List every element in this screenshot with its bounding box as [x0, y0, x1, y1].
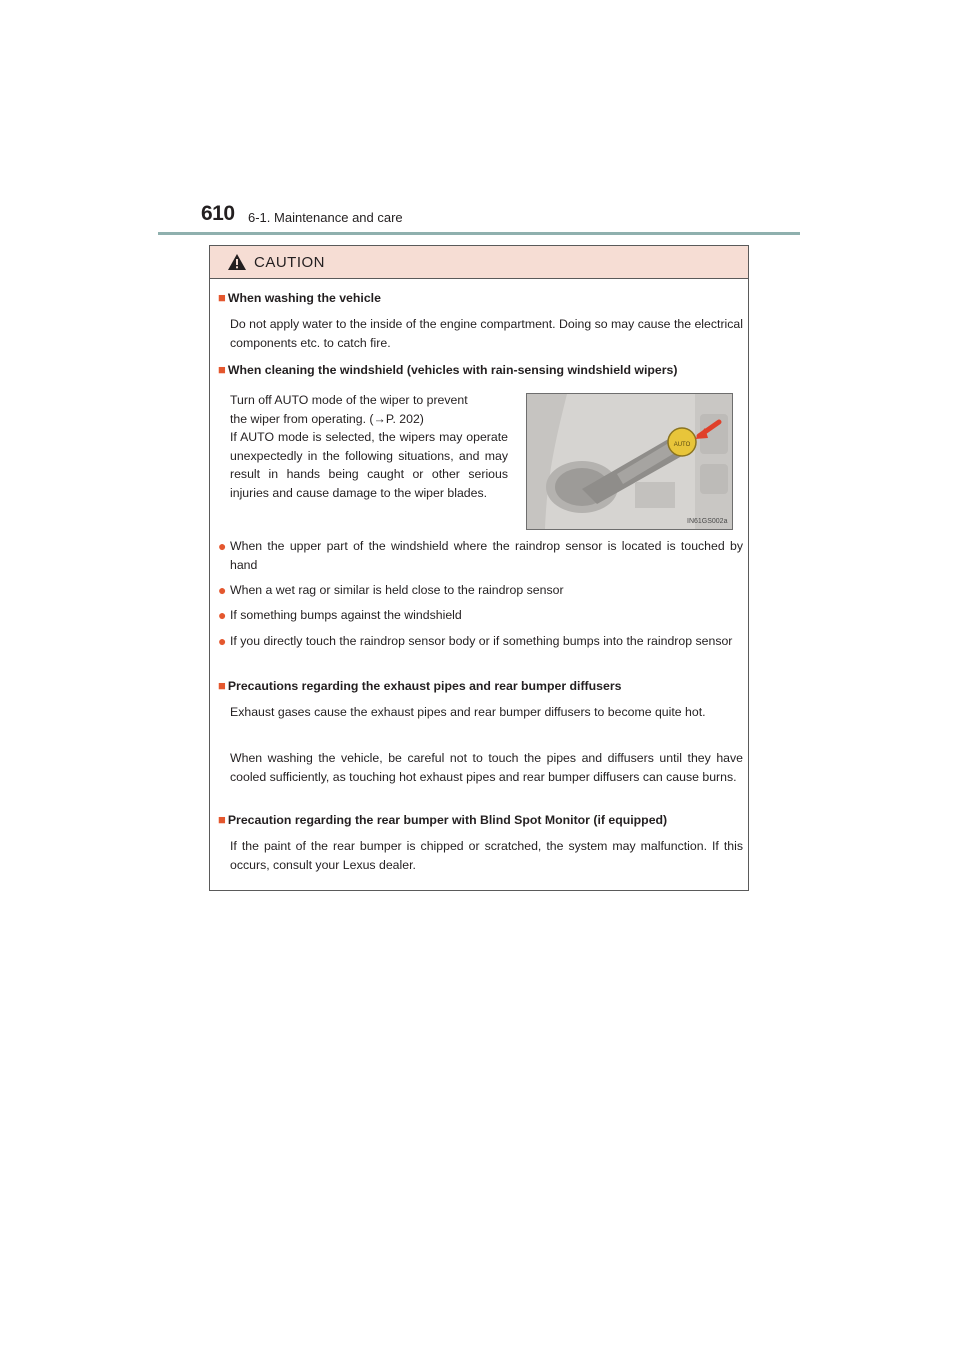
warning-triangle-icon	[227, 253, 247, 271]
page-number: 610	[201, 202, 235, 225]
side-line: If AUTO mode is selected, the wipers may operate unexpectedly in the following situations, and may result in hands being caught or other serious injuries and cause damage to the wiper blades.	[230, 430, 508, 500]
figure-code: IN61GS002a	[687, 518, 728, 525]
caution-title: CAUTION	[254, 253, 325, 271]
list-item-text: When the upper part of the windshield where the raindrop sensor is located is touched by hand	[230, 539, 743, 572]
red-square-icon: ■	[218, 290, 226, 305]
red-dot-icon: ●	[218, 633, 227, 649]
side-line: Turn off AUTO mode of the wiper to prevent	[230, 393, 468, 407]
red-dot-icon: ●	[218, 538, 227, 554]
knob-label: AUTO	[673, 442, 691, 448]
section-heading-text: When washing the vehicle	[227, 291, 381, 305]
list-item	[218, 537, 743, 574]
caution-box	[209, 245, 749, 891]
red-square-icon: ■	[218, 362, 226, 377]
section-paragraph: If the paint of the rear bumper is chipped or scratched, the system may malfunction. If this occurs, consult your Lexus dealer.	[230, 839, 743, 872]
section-heading-text: When cleaning the windshield (vehicles with rain-sensing windshield wipers)	[227, 363, 678, 377]
section-heading-text: Precautions regarding the exhaust pipes and rear bumper diffusers	[227, 679, 622, 693]
list-item-text: If something bumps against the windshield	[230, 608, 462, 622]
caution-header	[210, 246, 748, 279]
red-square-icon: ■	[218, 812, 226, 827]
wiper-switch-figure	[526, 393, 733, 530]
section-heading	[218, 678, 621, 693]
list-item	[218, 632, 743, 651]
list-item-text: When a wet rag or similar is held close to the raindrop sensor	[230, 583, 564, 597]
red-square-icon: ■	[218, 678, 226, 693]
list-item	[218, 606, 743, 625]
header-rule	[158, 232, 800, 235]
section-paragraph: When washing the vehicle, be careful not to touch the pipes and diffusers until they have cooled sufficiently, as touching hot exhaust pipes and rear bumper diffusers can cause burns.	[230, 751, 743, 784]
section-title: 6-1. Maintenance and care	[248, 210, 403, 225]
list-item	[218, 581, 743, 600]
section-heading-text: Precaution regarding the rear bumper with Blind Spot Monitor (if equipped)	[227, 813, 668, 827]
red-dot-icon: ●	[218, 607, 227, 623]
section-paragraph: Exhaust gases cause the exhaust pipes and rear bumper diffusers to become quite hot.	[230, 705, 706, 719]
red-dot-icon: ●	[218, 582, 227, 598]
section-paragraph: Do not apply water to the inside of the engine compartment. Doing so may cause the electrical components etc. to catch fire.	[230, 317, 743, 350]
list-item-text: If you directly touch the raindrop sensor body or if something bumps into the raindrop sensor	[230, 634, 733, 648]
section-heading	[218, 362, 677, 377]
side-line: the wiper from operating. (→P. 202)	[230, 411, 424, 426]
side-paragraph	[230, 391, 508, 502]
section-heading	[218, 290, 381, 305]
section-heading	[218, 812, 667, 827]
